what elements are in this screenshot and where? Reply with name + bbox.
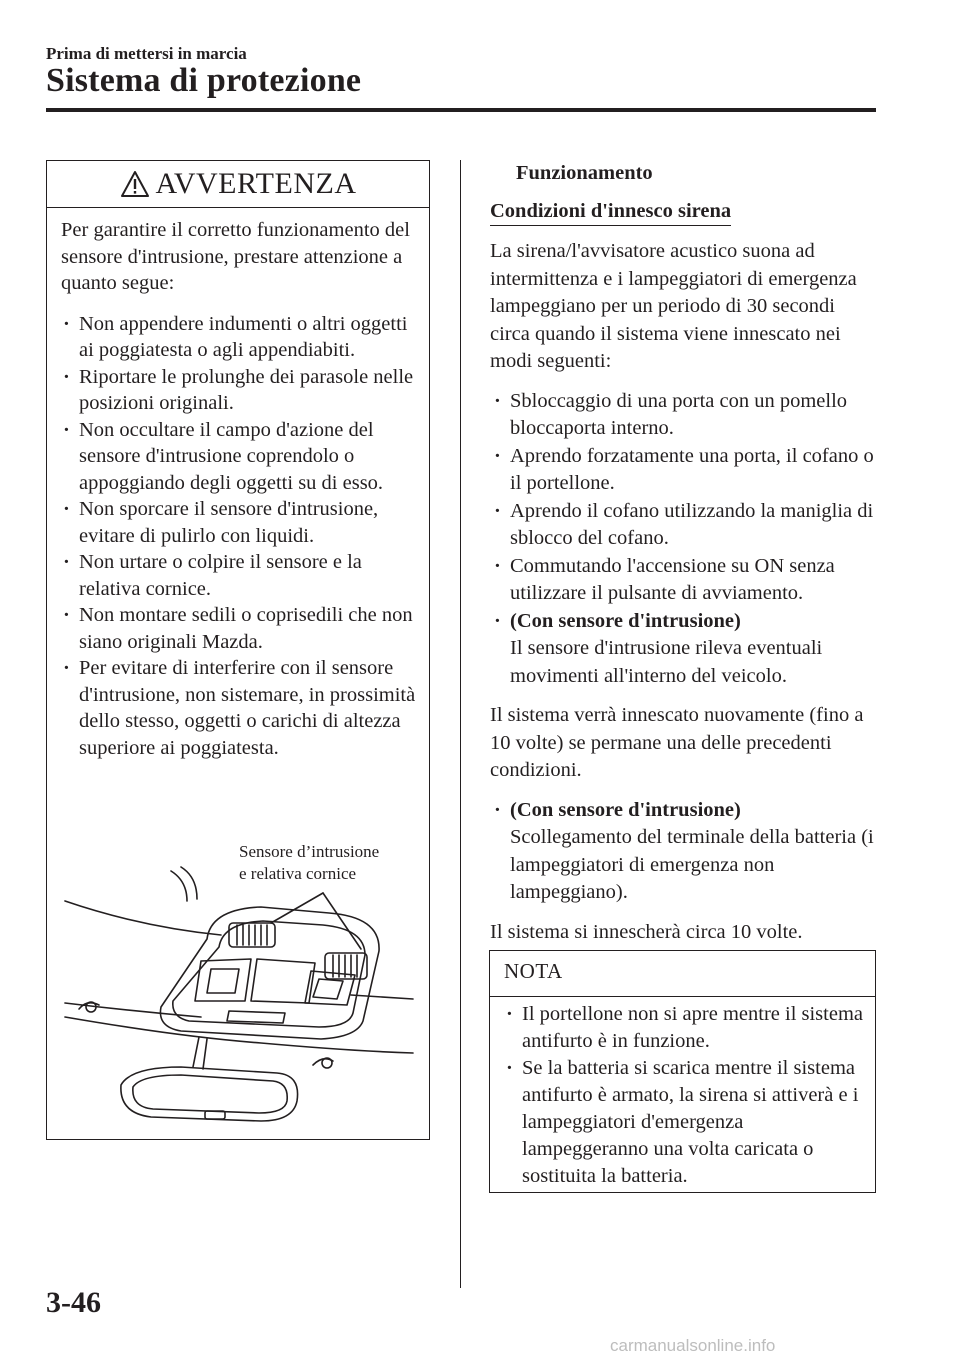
note-body bbox=[504, 1001, 864, 1190]
watermark: carmanualsonline.info bbox=[610, 1336, 776, 1355]
warning-box bbox=[46, 160, 430, 1140]
list-item: · Non appendere indumenti o altri oggetti ai poggiatesta o agli appendiabiti. bbox=[61, 311, 417, 364]
list-item: · Non sporcare il sensore d'intrusione, evitare di pulirlo con liquidi. bbox=[61, 496, 417, 549]
page-number: 3-46 bbox=[46, 1286, 101, 1319]
page-title: Sistema di protezione bbox=[46, 62, 362, 99]
list-item: · Commutando l'accensione su ON senza utilizzare il pulsante di avviamento. bbox=[490, 553, 876, 608]
repeat-text: Il sistema verrà innescato nuovamente (fino a 10 volte) se permane una delle precedenti condizioni. bbox=[490, 704, 864, 781]
right-column bbox=[490, 160, 876, 958]
list-item: · Non occultare il campo d'azione del sensore d'intrusione coprendolo o appoggiando degli oggetti su di esso. bbox=[61, 417, 417, 497]
sensor-item-label: (Con sensore d'intrusione) bbox=[510, 609, 741, 632]
list-item: · Se la batteria si scarica mentre il sistema antifurto è armato, la sirena si attiverà e i lampeggiatori d'emergenza lampeggeranno una volta caricata o sostituita la batteria. bbox=[504, 1055, 864, 1190]
battery-list bbox=[490, 797, 876, 907]
list-item: · Non urtare o colpire il sensore e la relativa cornice. bbox=[61, 549, 417, 602]
list-item: · Sbloccaggio di una porta con un pomello bloccaporta interno. bbox=[490, 388, 876, 443]
section-label: Prima di mettersi in marcia bbox=[46, 44, 247, 63]
list-item: · Aprendo forzatamente una porta, il cofano o il portellone. bbox=[490, 443, 876, 498]
battery-item-label: (Con sensore d'intrusione) bbox=[510, 798, 741, 821]
warning-body bbox=[61, 217, 417, 761]
list-item: · Aprendo il cofano utilizzando la maniglia di sblocco del cofano. bbox=[490, 498, 876, 553]
intrusion-sensor-figure bbox=[61, 841, 417, 1131]
list-item: · Il portellone non si apre mentre il sistema antifurto è in funzione. bbox=[504, 1001, 864, 1055]
list-item: · Riportare le prolunghe dei parasole nelle posizioni originali. bbox=[61, 364, 417, 417]
title-rule bbox=[46, 108, 876, 112]
list-item: · Per evitare di interferire con il sensore d'intrusione, non sistemare, in prossimità dello stesso, oggetti o carichi di altezza superiore ai poggiatesta. bbox=[61, 655, 417, 761]
list-item bbox=[490, 608, 876, 691]
note-list bbox=[504, 1001, 864, 1190]
note-box bbox=[489, 950, 876, 1193]
column-divider bbox=[460, 160, 461, 1288]
final-text: Il sistema si innescherà circa 10 volte. bbox=[490, 920, 803, 943]
figure-label-line: Sensore d’intrusione bbox=[239, 842, 380, 861]
warning-triangle-icon bbox=[120, 170, 150, 198]
warning-header bbox=[47, 161, 429, 208]
warning-intro: Per garantire il corretto funzionamento del sensore d'intrusione, prestare attenzione a quanto segue: bbox=[61, 219, 410, 294]
trigger-list bbox=[490, 388, 876, 691]
sensor-item-text: Il sensore d'intrusione rileva eventuali movimenti all'interno del veicolo. bbox=[510, 637, 823, 687]
list-item: · Non montare sedili o coprisedili che non siano originali Mazda. bbox=[61, 602, 417, 655]
warning-title: AVVERTENZA bbox=[155, 167, 357, 200]
battery-item-text: Scollegamento del terminale della batteria (i lampeggiatori di emergenza non lampeggiano). bbox=[510, 826, 874, 903]
figure-label bbox=[239, 841, 379, 885]
figure-label-line: e relativa cornice bbox=[239, 864, 357, 883]
operation-heading: Funzionamento bbox=[516, 162, 653, 184]
note-title: NOTA bbox=[504, 959, 563, 983]
operation-intro: La sirena/l'avvisatore acustico suona ad intermittenza e i lampeggiatori di emergenza lampeggiano per un periodo di 30 secondi circa quando il sistema viene innescato nei modi seguenti: bbox=[490, 240, 857, 372]
note-header bbox=[490, 951, 875, 997]
warning-list bbox=[61, 311, 417, 762]
conditions-heading: Condizioni d'innesco sirena bbox=[490, 198, 731, 227]
list-item bbox=[490, 797, 876, 907]
